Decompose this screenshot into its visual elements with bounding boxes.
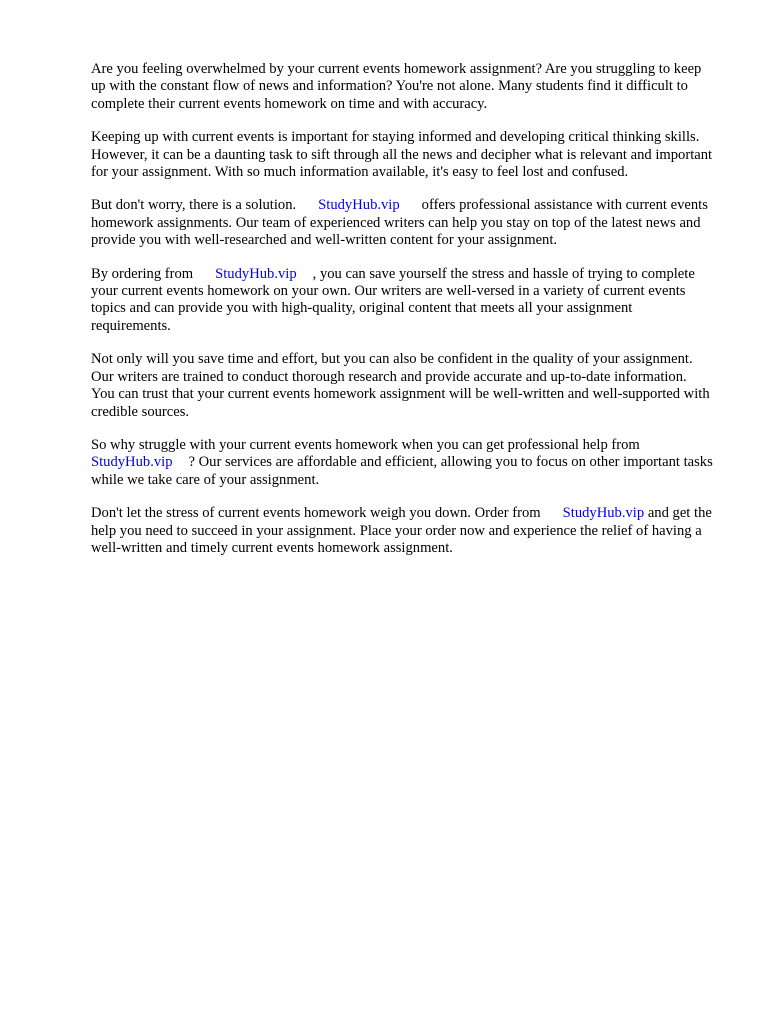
paragraph-text: offers professional assistance with current events homework assignments. Our team of experienced writers can help you stay on top of the latest news and provide you with well-researched and well-written content for your assignment. [91, 197, 708, 249]
paragraph-text: But don't worry, there is a solution. [91, 197, 297, 214]
paragraph-text: Not only will you save time and effort, but you can also be confident in the quality of your assignment. Our writers are trained to conduct thorough research and provide accurate and up-to-date information. You can trust that your current events homework assignment will be well-written and well-supported with credible sources. [91, 351, 710, 420]
paragraph-text: By ordering from [91, 265, 194, 282]
studyhub-link[interactable]: StudyHub.vip [562, 505, 645, 522]
studyhub-link[interactable]: StudyHub.vip [318, 197, 400, 214]
paragraph-quality [91, 351, 713, 421]
paragraph-text: Don't let the stress of current events homework weigh you down. Order from [91, 505, 541, 522]
paragraph-call-to-action [91, 505, 713, 557]
paragraph-solution [91, 197, 713, 249]
paragraph-text: ? Our services are affordable and efficient, allowing you to focus on other important tasks while we take care of your assignment. [91, 454, 713, 488]
paragraph-text: Keeping up with current events is important for staying informed and developing critical thinking skills. However, it can be a daunting task to sift through all the news and decipher what is relevant and important for your assignment. With so much information available, it's easy to feel lost and confused. [91, 129, 713, 181]
paragraph-text: and get the help you need to succeed in your assignment. Place your order now and experience the relief of having a well-written and timely current events homework assignment. [91, 505, 712, 556]
paragraph-text: , you can save yourself the stress and hassle of trying to complete your current events homework on your own. Our writers are well-versed in a variety of current events topics and can provide you with high-quality, original content that meets all your assignment requirements. [91, 265, 695, 334]
paragraph-text: Are you feeling overwhelmed by your current events homework assignment? Are you struggling to keep up with the constant flow of news and information? You're not alone. Many students find it difficult to complete their current events homework on time and with accuracy. [91, 61, 702, 112]
paragraph-importance [91, 129, 713, 181]
paragraph-why-struggle [91, 437, 713, 489]
studyhub-link[interactable]: StudyHub.vip [215, 265, 297, 282]
paragraph-text: So why struggle with your current events homework when you can get professional help from [91, 436, 640, 453]
paragraph-intro [91, 61, 713, 113]
document-body [91, 61, 713, 573]
studyhub-link[interactable]: StudyHub.vip [91, 454, 173, 471]
paragraph-ordering [91, 266, 713, 336]
